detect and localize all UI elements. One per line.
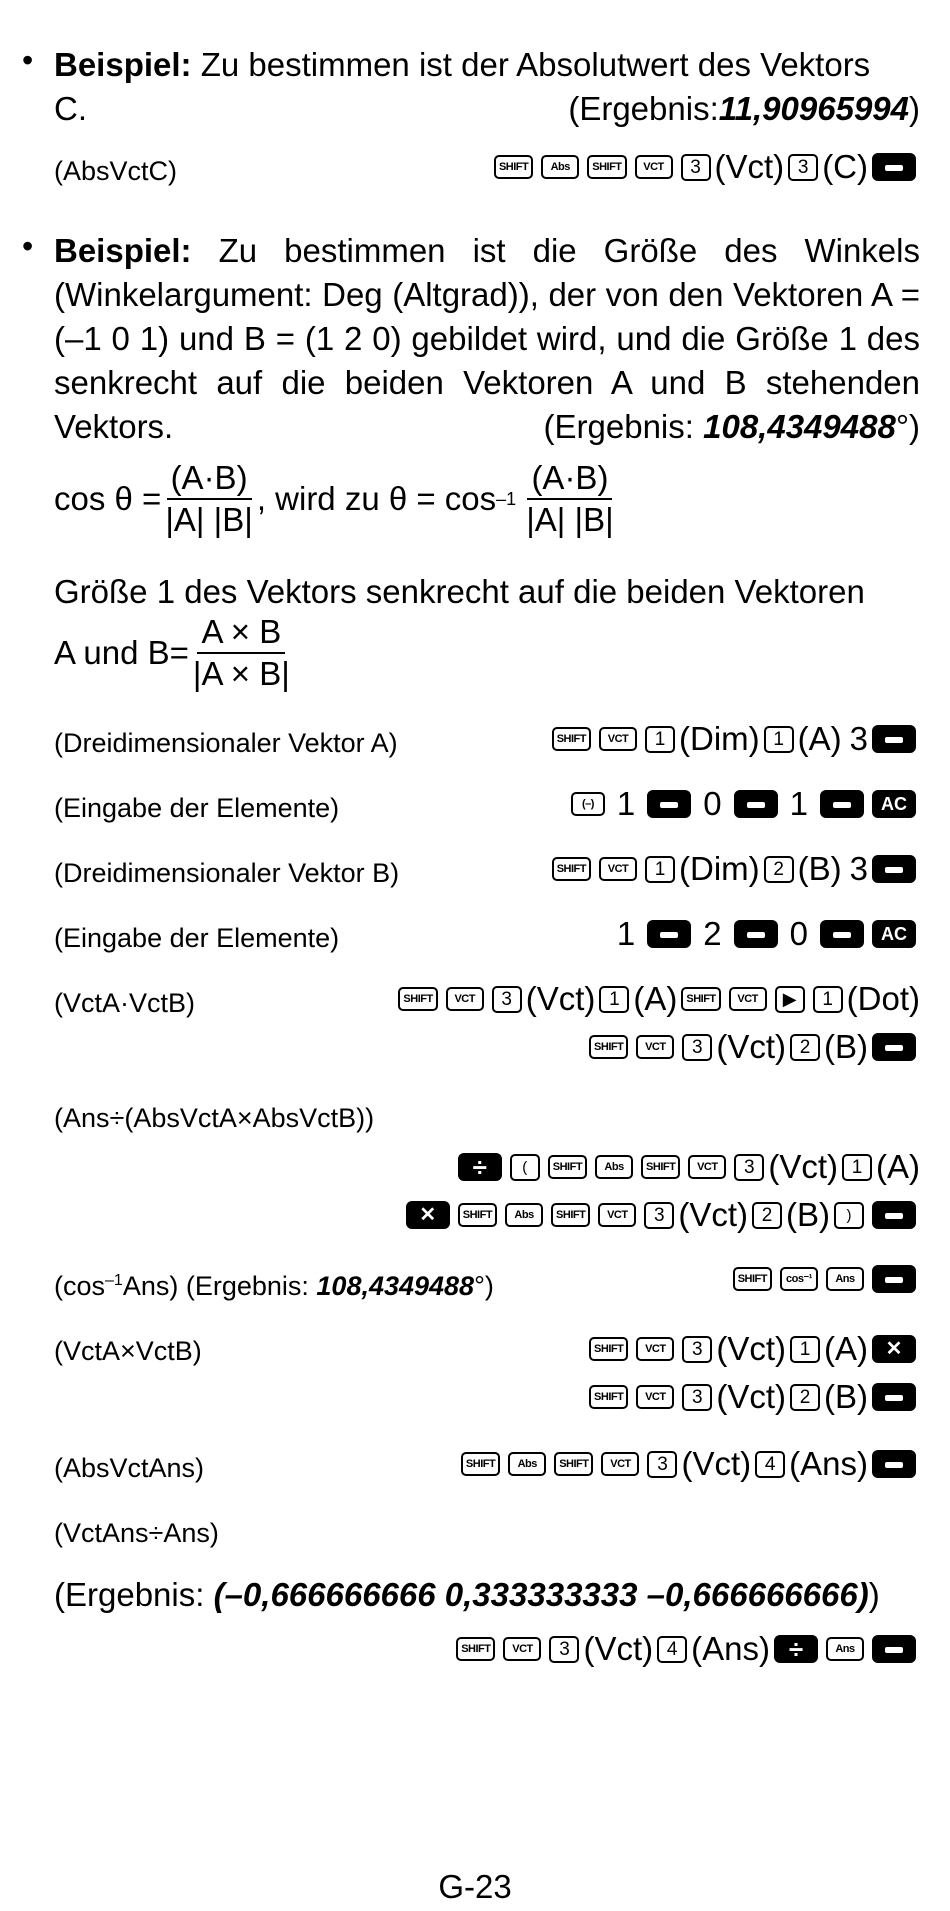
step-label: (VctA×VctB) (54, 1336, 202, 1366)
denominator: |A| |B| (526, 501, 614, 538)
formula-cos (54, 458, 618, 540)
key-caption: (Vct) (716, 1330, 786, 1367)
key-caption: (Vct) (768, 1148, 838, 1185)
shift-key[interactable]: SHIFT (587, 155, 626, 179)
digit-3-key[interactable]: 3 (492, 986, 522, 1013)
shift-key[interactable]: SHIFT (733, 1267, 772, 1291)
label-part: Ans) (Ergebnis: (122, 1271, 309, 1301)
vct-key[interactable]: VCT (599, 727, 637, 751)
key-caption: (Vct) (716, 1378, 786, 1415)
step-label: (Dreidimensionaler Vektor A) (54, 728, 398, 758)
formula-mid: , wird zu θ = cos (256, 480, 497, 517)
digit-1-key[interactable]: 1 (813, 986, 843, 1013)
key-caption: (Dim) (679, 720, 760, 757)
shift-key[interactable]: SHIFT (456, 1637, 495, 1661)
key-caption: (B) (797, 850, 842, 887)
equals-key[interactable] (872, 1635, 916, 1663)
key-sequence (548, 720, 920, 758)
superscript: –1 (496, 489, 517, 509)
key-sequence (729, 1265, 920, 1293)
entered-value: 1 (789, 785, 808, 822)
key-sequence (548, 850, 920, 888)
formula-lhs: A und B= (54, 634, 189, 671)
key-caption: (B) (824, 1378, 868, 1415)
vct-key[interactable]: VCT (446, 987, 484, 1011)
vct-key[interactable]: VCT (601, 1452, 639, 1476)
digit-1-key[interactable]: 1 (645, 726, 675, 753)
digit-4-key[interactable]: 4 (755, 1451, 785, 1478)
entered-value: 1 (616, 915, 636, 952)
vct-key[interactable]: VCT (729, 987, 767, 1011)
vct-key[interactable]: VCT (636, 1035, 674, 1059)
ans-key[interactable]: Ans (826, 1267, 864, 1291)
negative-key[interactable]: (–) (571, 792, 605, 816)
key-sequence (585, 1378, 920, 1416)
key-caption: (B) (786, 1196, 830, 1233)
digit-3-key[interactable]: 3 (682, 1384, 712, 1411)
digit-3-key[interactable]: 3 (681, 154, 711, 181)
key-caption: (Vct) (681, 1445, 752, 1482)
right-arrow-key[interactable]: ▶ (775, 986, 805, 1013)
shift-key[interactable]: SHIFT (552, 727, 591, 751)
denominator: |A| |B| (165, 501, 253, 538)
digit-2-key[interactable]: 2 (752, 1202, 782, 1229)
abs-key[interactable]: Abs (505, 1203, 543, 1227)
digit-1-key[interactable]: 1 (645, 856, 675, 883)
key-caption: (Vct) (716, 1028, 786, 1065)
example-heading: Beispiel: (54, 232, 192, 269)
multiply-key[interactable]: ✕ (872, 1335, 916, 1363)
equals-key[interactable] (872, 725, 916, 753)
key-caption: (A) (824, 1330, 868, 1367)
shift-key[interactable]: SHIFT (458, 1203, 497, 1227)
denominator: |A × B| (192, 655, 290, 692)
result-value: 11,90965994 (718, 90, 909, 127)
digit-1-key[interactable]: 1 (764, 726, 794, 753)
shift-key[interactable]: SHIFT (548, 1155, 587, 1179)
key-caption: (C) (822, 148, 868, 185)
cos-inverse-key[interactable]: cos⁻¹ (780, 1267, 818, 1291)
example-text: Zu bestimmen ist die Größe des Winkels (Winkelargument: Deg (Altgrad)), der von den Vektoren A = (–1 0 1) und B = (1 2 0) gebildet wird, und die Größe 1 des senkrecht auf die beiden Vektoren A und B stehenden Vektors. (54, 232, 920, 445)
digit-1-key[interactable]: 1 (842, 1154, 872, 1181)
key-caption: (Ans) (789, 1445, 868, 1482)
digit-3-key[interactable]: 3 (734, 1154, 764, 1181)
key-caption: (Dim) (679, 850, 760, 887)
equals-key[interactable] (872, 153, 916, 181)
abs-key[interactable]: Abs (541, 155, 579, 179)
entered-value: 2 (703, 915, 722, 952)
label-part: °) (474, 1271, 494, 1301)
key-caption: (Vct) (678, 1196, 748, 1233)
step-label (54, 1271, 494, 1302)
formula-lhs: cos θ = (54, 480, 162, 517)
shift-key[interactable]: SHIFT (641, 1155, 680, 1179)
result-prefix: (Ergebnis: (568, 90, 719, 127)
ans-key[interactable]: Ans (826, 1637, 864, 1661)
digit-3-key[interactable]: 3 (682, 1336, 712, 1363)
result-suffix: ) (909, 90, 920, 127)
multiply-key[interactable]: ✕ (406, 1201, 450, 1229)
abs-key[interactable]: Abs (508, 1452, 546, 1476)
equals-key[interactable] (872, 1201, 916, 1229)
equals-key[interactable] (872, 1265, 916, 1293)
key-caption: (Vct) (714, 148, 785, 185)
fraction (526, 458, 613, 540)
shift-key[interactable]: SHIFT (681, 987, 720, 1011)
example1-line2: C. (54, 90, 87, 127)
formula-cross (54, 612, 294, 694)
digit-3-key[interactable]: 3 (549, 1636, 579, 1663)
result-suffix: °) (895, 408, 920, 445)
key-caption: (A) (633, 980, 678, 1017)
key-sequence (402, 1196, 920, 1234)
equals-key[interactable] (872, 855, 916, 883)
shift-key[interactable]: SHIFT (554, 1452, 593, 1476)
vct-key[interactable]: VCT (599, 857, 637, 881)
equals-key[interactable] (734, 920, 778, 948)
result-suffix: ) (868, 1576, 880, 1613)
key-caption: (A) (876, 1148, 920, 1185)
key-sequence (609, 915, 920, 953)
equals-key[interactable] (872, 1383, 916, 1411)
shift-key[interactable]: SHIFT (398, 987, 437, 1011)
key-caption: (B) (824, 1028, 868, 1065)
step-label: (Dreidimensionaler Vektor B) (54, 858, 400, 888)
result-prefix: (Ergebnis: (54, 1576, 205, 1613)
example2-result (544, 405, 920, 449)
step-label: (Ans÷(AbsVctA×AbsVctB)) (54, 1103, 375, 1133)
page-number: G-23 (438, 1868, 512, 1905)
key-caption: (Dot) (846, 980, 920, 1017)
shift-key[interactable]: SHIFT (589, 1337, 628, 1361)
key-sequence (394, 980, 920, 1018)
shift-key[interactable]: SHIFT (461, 1452, 500, 1476)
key-sequence (452, 1630, 920, 1668)
result-value: (–0,666666666 0,333333333 –0,666666666) (213, 1576, 869, 1613)
fraction (193, 612, 290, 694)
open-paren-key[interactable]: ( (510, 1154, 540, 1181)
vct-key[interactable]: VCT (636, 1385, 674, 1409)
vct-key[interactable]: VCT (688, 1155, 726, 1179)
digit-3-key[interactable]: 3 (647, 1451, 677, 1478)
key-caption: (A) (797, 720, 842, 757)
close-paren-key[interactable]: ) (834, 1202, 864, 1229)
key-sequence (457, 1445, 920, 1483)
digit-3-key[interactable]: 3 (682, 1034, 712, 1061)
formula-text: Größe 1 des Vektors senkrecht auf die beiden Vektoren (54, 573, 865, 610)
entered-value: 0 (703, 785, 722, 822)
key-sequence (585, 1330, 920, 1368)
equals-key[interactable] (872, 1450, 916, 1478)
example1-paragraph (54, 43, 920, 87)
digit-3-key[interactable]: 3 (644, 1202, 674, 1229)
divide-key[interactable]: ÷ (774, 1635, 818, 1663)
key-sequence (567, 785, 920, 823)
key-caption: (Ans) (691, 1630, 770, 1667)
shift-key[interactable]: SHIFT (552, 857, 591, 881)
shift-key[interactable]: SHIFT (494, 155, 533, 179)
key-sequence (490, 148, 920, 186)
digit-4-key[interactable]: 4 (657, 1636, 687, 1663)
bullet: • (22, 228, 34, 264)
entered-value: 3 (849, 720, 868, 757)
numerator: (A·B) (167, 458, 252, 500)
abs-key[interactable]: Abs (595, 1155, 633, 1179)
equals-key[interactable] (734, 790, 778, 818)
example1-result (568, 87, 920, 131)
divide-key[interactable]: ÷ (458, 1153, 502, 1181)
entered-value: 1 (616, 785, 636, 822)
ac-key[interactable]: AC (872, 790, 916, 818)
result-value: 108,4349488 (703, 408, 896, 445)
entered-value: 0 (789, 915, 808, 952)
shift-key[interactable]: SHIFT (551, 1203, 590, 1227)
vct-key[interactable]: VCT (635, 155, 673, 179)
equals-key[interactable] (820, 790, 864, 818)
example-text: Zu bestimmen ist der Absolutwert des Vektors (200, 46, 871, 83)
equals-key[interactable] (647, 920, 691, 948)
superscript: –1 (105, 1272, 123, 1289)
step-label: (VctA·VctB) (54, 988, 196, 1018)
label-part: (cos (54, 1271, 106, 1301)
step-label: (VctAns÷Ans) (54, 1518, 219, 1548)
digit-3-key[interactable]: 3 (788, 154, 818, 181)
result-value: 108,4349488 (316, 1271, 475, 1301)
ac-key[interactable]: AC (872, 920, 916, 948)
vct-key[interactable]: VCT (636, 1337, 674, 1361)
step-label: (Eingabe der Elemente) (54, 793, 340, 823)
digit-1-key[interactable]: 1 (790, 1336, 820, 1363)
result-prefix: (Ergebnis: (543, 408, 694, 445)
digit-1-key[interactable]: 1 (599, 986, 629, 1013)
vct-key[interactable]: VCT (503, 1637, 541, 1661)
digit-2-key[interactable]: 2 (790, 1034, 820, 1061)
equals-key[interactable] (647, 790, 691, 818)
fraction (165, 458, 252, 540)
entered-value: 3 (849, 850, 868, 887)
numerator: A × B (197, 612, 285, 654)
example-heading: Beispiel: (54, 46, 192, 83)
key-caption: (Vct) (583, 1630, 654, 1667)
numerator: (A·B) (527, 458, 612, 500)
shift-key[interactable]: SHIFT (589, 1385, 628, 1409)
vct-key[interactable]: VCT (598, 1203, 636, 1227)
digit-2-key[interactable]: 2 (790, 1384, 820, 1411)
digit-2-key[interactable]: 2 (764, 856, 794, 883)
final-result (54, 1573, 880, 1617)
equals-key[interactable] (872, 1033, 916, 1061)
equals-key[interactable] (820, 920, 864, 948)
step-label: (Eingabe der Elemente) (54, 923, 340, 953)
bullet: • (22, 42, 34, 78)
key-caption: (Vct) (525, 980, 596, 1017)
key-sequence (585, 1028, 920, 1066)
step-label: (AbsVctAns) (54, 1453, 205, 1483)
key-sequence (454, 1148, 920, 1186)
step-label: (AbsVctC) (54, 156, 178, 186)
shift-key[interactable]: SHIFT (589, 1035, 628, 1059)
